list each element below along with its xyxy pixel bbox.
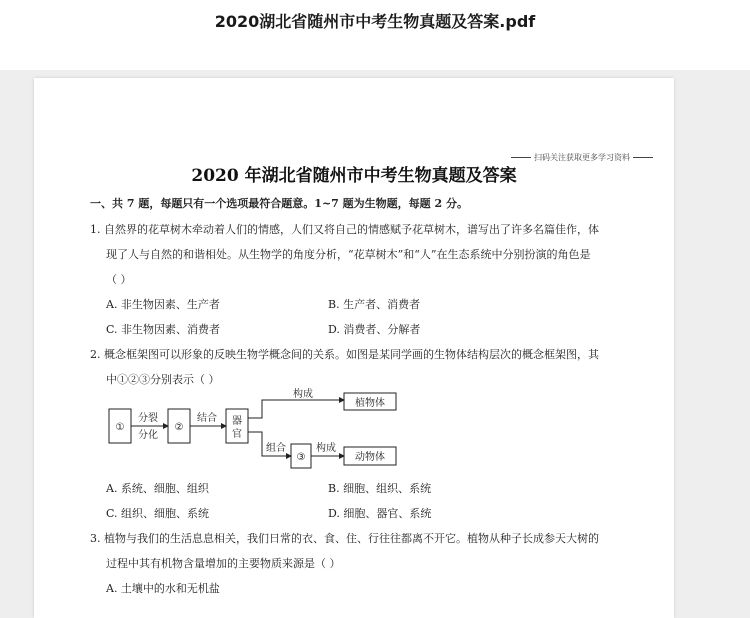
section-heading: 一、共 7 题，每题只有一个选项最符合题意。1~7 题为生物题，每题 2 分。 — [90, 197, 468, 210]
node-2-label: ② — [174, 422, 184, 433]
label-combine-2: 组合 — [266, 443, 286, 454]
question-1-option-a: A. 非生物因素、生产者 — [106, 298, 220, 311]
watermark-dash-left — [511, 157, 531, 158]
question-1-option-c: C. 非生物因素、消费者 — [106, 323, 221, 336]
question-1-line-3: （ ） — [106, 273, 132, 286]
question-2-option-c: C. 组织、细胞、系统 — [106, 507, 210, 520]
question-3-line-2: 过程中其有机物含量增加的主要物质来源是（ ） — [106, 557, 341, 570]
question-3-option-a: A. 土壤中的水和无机盐 — [106, 582, 220, 595]
question-1-option-d: D. 消费者、分解者 — [328, 323, 421, 336]
plant-label: 植物体 — [355, 398, 385, 409]
question-1-line-2: 现了人与自然的和谐相处。从生物学的角度分析，“花草树木”和“人”在生态系统中分别扮演的角色是 — [106, 248, 591, 261]
viewer-toolbar — [0, 0, 750, 70]
question-3-line-1: 3. 植物与我们的生活息息相关，我们日常的衣、食、住、行往往都离不开它。植物从种子长成参天大树的 — [90, 532, 599, 545]
node-3-label: ③ — [296, 452, 306, 463]
question-2-option-b: B. 细胞、组织、系统 — [328, 482, 432, 495]
label-compose-1: 构成 — [293, 389, 313, 400]
document-file-title: 2020湖北省随州市中考生物真题及答案.pdf — [214, 12, 536, 31]
question-2-line-2: 中①②③分别表示（ ） — [106, 373, 220, 386]
question-2-line-1: 2. 概念框架图可以形象的反映生物学概念间的关系。如图是某同学画的生物体结构层次的概念框架图，其 — [90, 348, 599, 361]
question-1-option-b: B. 生产者、消费者 — [328, 298, 421, 311]
label-combine-1: 结合 — [197, 413, 217, 424]
watermark-dash-right — [633, 157, 653, 158]
arrow-organ-to-plant — [248, 400, 344, 418]
node-1-label: ① — [115, 422, 125, 433]
animal-label: 动物体 — [355, 452, 385, 463]
question-1-line-1: 1. 自然界的花草树木牵动着人们的情感，人们又将自己的情感赋予花草树木，谱写出了许多名篇佳作，体 — [90, 223, 599, 236]
label-differentiate: 分化 — [138, 430, 158, 441]
label-divide: 分裂 — [138, 413, 158, 424]
organ-label-2: 官 — [232, 429, 242, 440]
watermark-text: 扫码关注获取更多学习资料 — [534, 153, 630, 162]
question-2-option-d: D. 细胞、器官、系统 — [328, 507, 432, 520]
paper-title: 2020 年湖北省随州市中考生物真题及答案 — [191, 166, 517, 186]
organ-label-1: 器 — [232, 416, 242, 427]
label-compose-2: 构成 — [316, 443, 336, 454]
question-2-option-a: A. 系统、细胞、组织 — [106, 482, 209, 495]
pdf-page — [34, 78, 674, 618]
concept-diagram — [104, 389, 404, 471]
